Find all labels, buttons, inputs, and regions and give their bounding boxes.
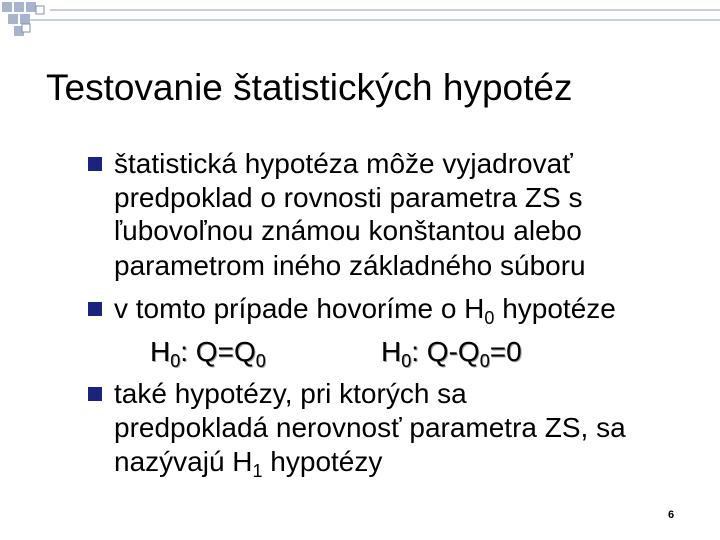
bullet-3-last-after: hypotézy (262, 446, 383, 477)
bullet-1-line-4: parametrom iného základného súboru (114, 250, 586, 281)
bullet-3-line-3 (114, 446, 383, 481)
bullet-1-line-1: štatistická hypotéza môže vyjadrovať (114, 148, 573, 179)
bullet-2-text (114, 293, 616, 328)
bullet-2-text-before: v tomto prípade hovoríme o H (114, 293, 485, 324)
formula-mid: : Q-Q (411, 336, 480, 367)
formula-q-sub: 0 (255, 351, 266, 371)
bullet-square-icon (88, 387, 102, 401)
formula-h: H (150, 336, 171, 367)
formula-h: H (381, 336, 402, 367)
formula-h-sub: 0 (401, 351, 412, 371)
bullet-square-icon (88, 302, 102, 316)
formula-mid: : Q=Q (180, 336, 256, 367)
bullet-1-line-3: ľubovoľnou známou konštantou alebo (114, 215, 582, 246)
formula-end: =0 (489, 336, 522, 367)
formula-h0-equal (150, 336, 266, 371)
bullet-3-line-2: predpokladá nerovnosť parametra ZS, sa (114, 412, 626, 443)
formula-h-sub: 0 (170, 351, 181, 371)
formula-h0-difference (381, 336, 522, 371)
slide-title: Testovanie štatistických hypotéz (46, 67, 573, 108)
page-number: 6 (668, 509, 675, 521)
bullet-3-last-before: nazývajú H (114, 446, 253, 477)
bullet-2-subscript: 0 (484, 308, 495, 328)
bullet-3-line-1: také hypotézy, pri ktorých sa (114, 378, 467, 409)
bullet-1-line-2: predpoklad o rovnosti parametra ZS s (114, 182, 583, 213)
formula-q-sub: 0 (479, 351, 490, 371)
bullet-square-icon (88, 157, 102, 171)
bullet-3-subscript: 1 (252, 461, 263, 481)
bullet-2-text-after: hypotéze (494, 293, 616, 324)
